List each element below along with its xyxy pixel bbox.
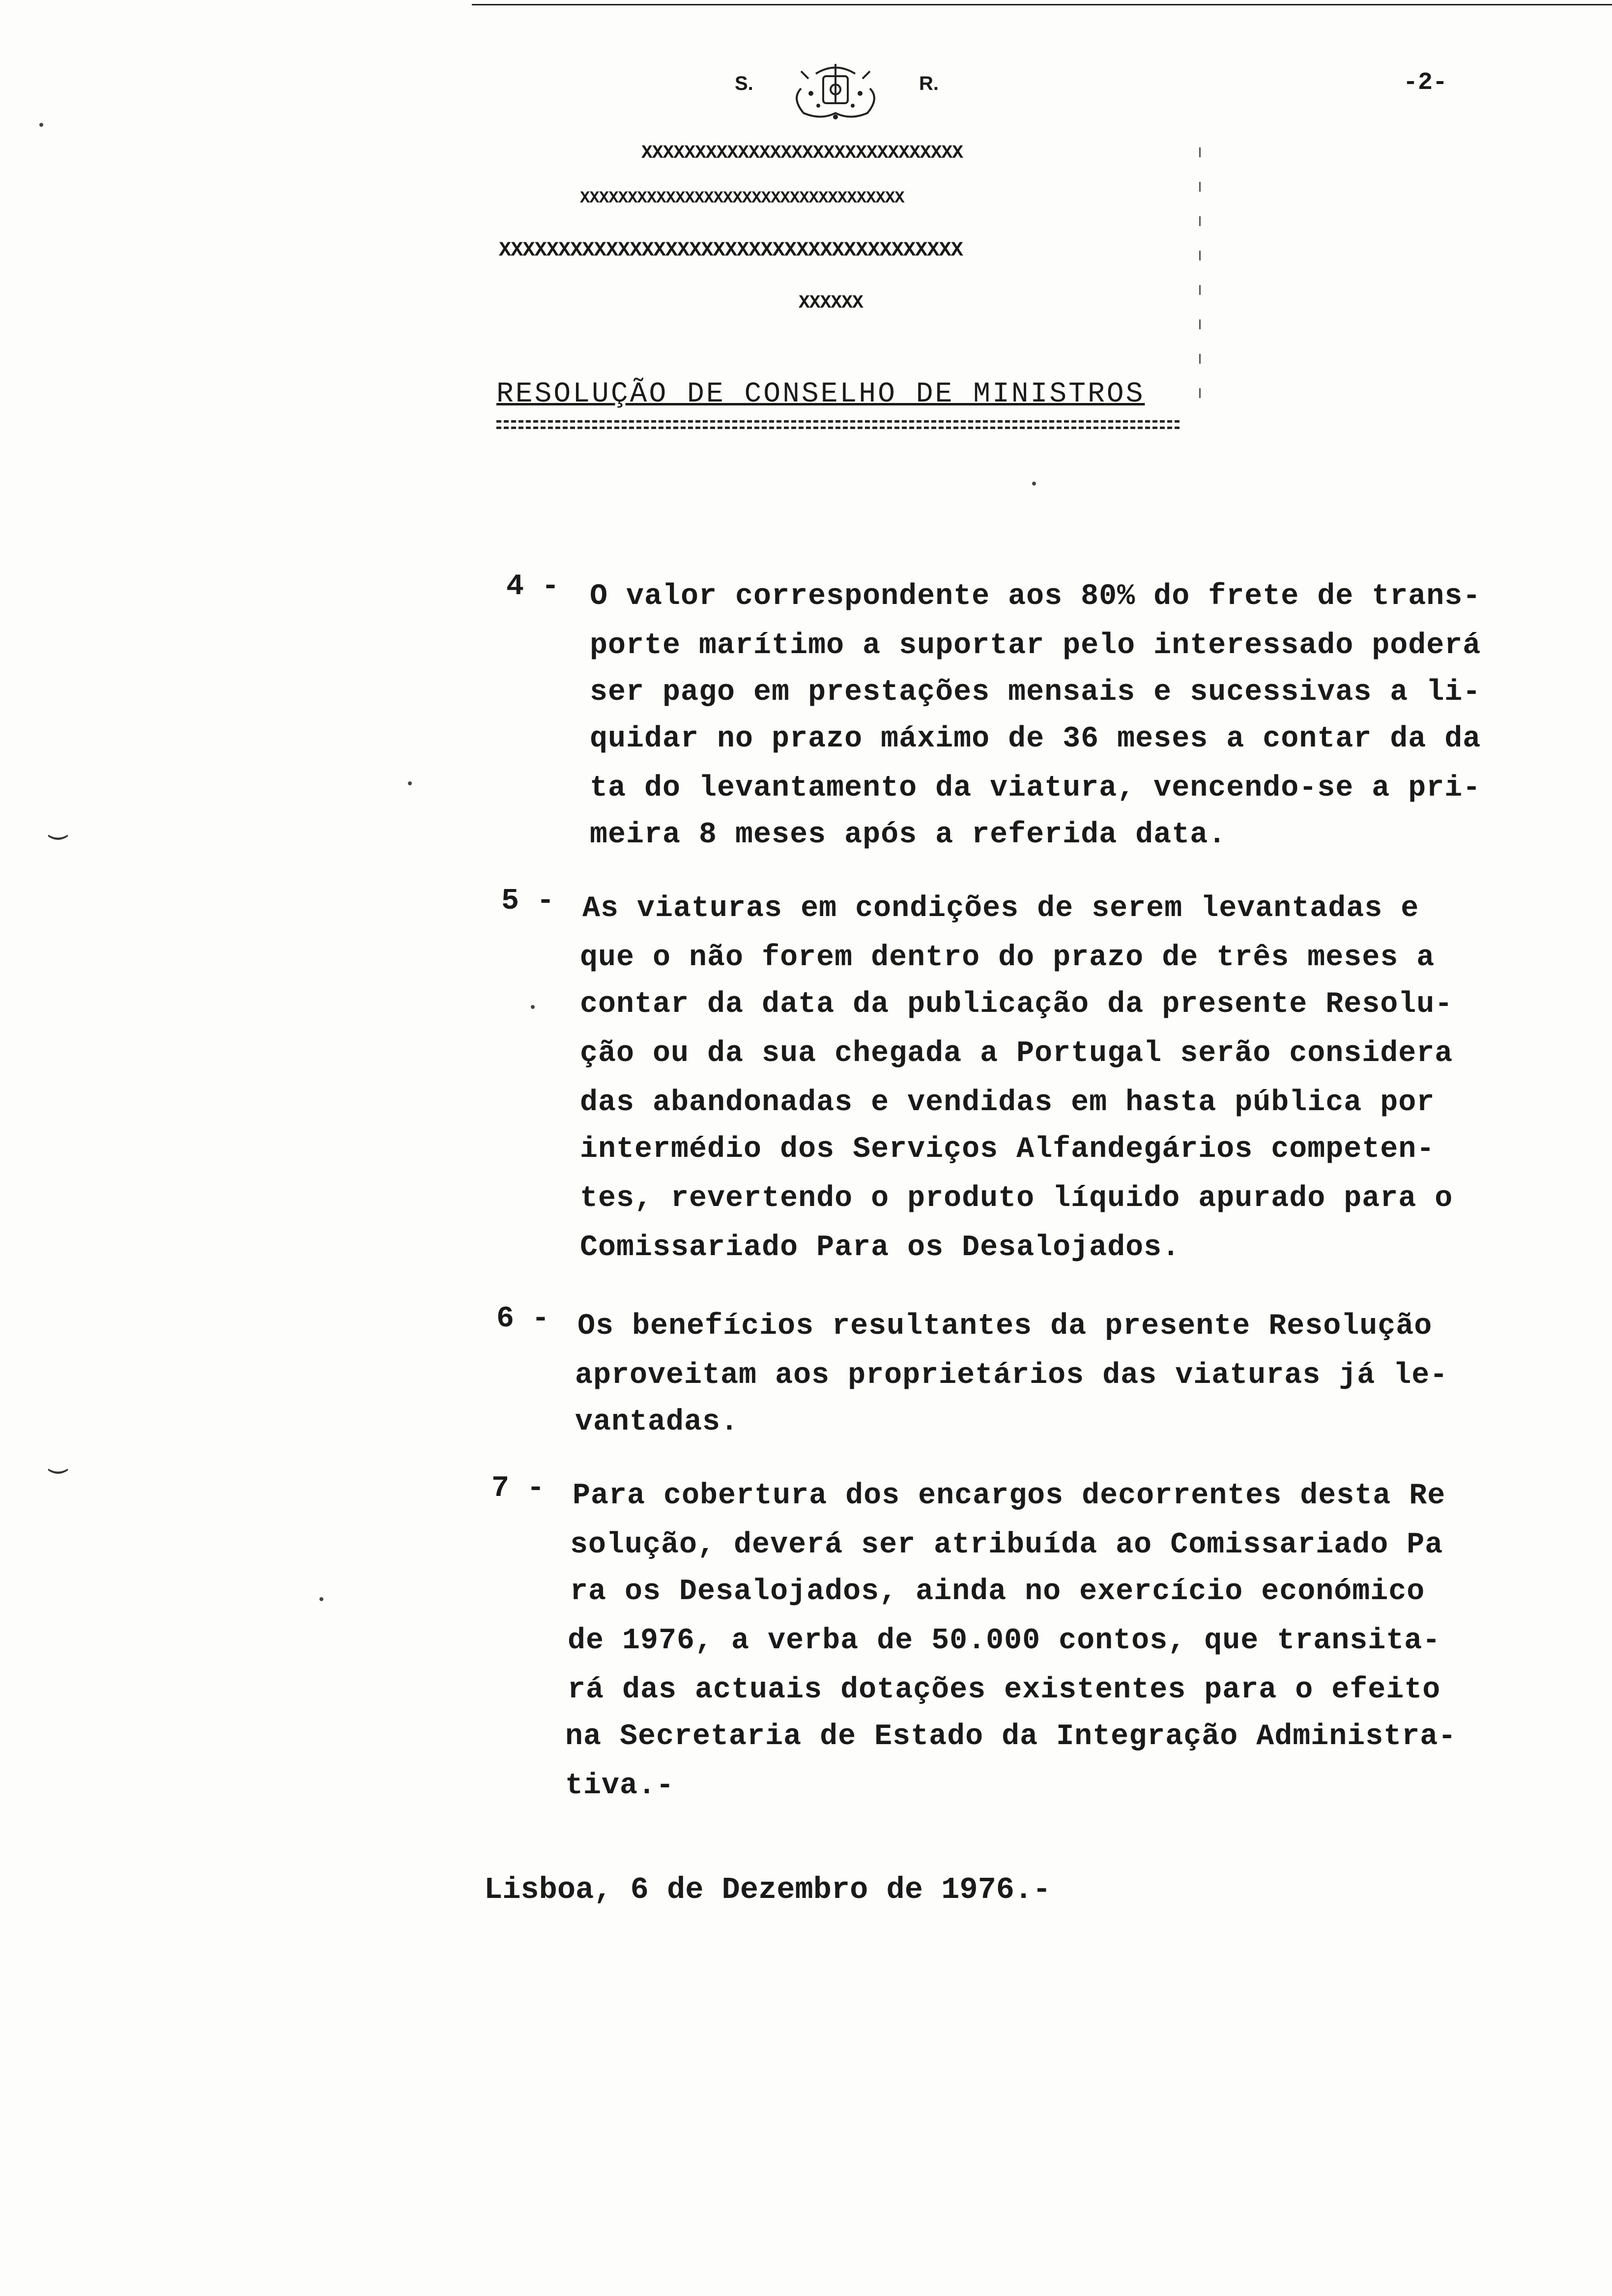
speck	[39, 123, 43, 127]
speck	[1032, 482, 1036, 486]
item-line: aproveitam aos proprietários das viaturas já le-	[575, 1359, 1448, 1392]
item-line: rá das actuais dotações existentes para o efeito	[568, 1673, 1441, 1707]
item-line: ção ou da sua chegada a Portugal serão considera	[580, 1037, 1453, 1070]
struck-out-line: XXXXXXXXXXXXXXXXXXXXXXXXXXXXXX	[641, 143, 963, 164]
item-line: meira 8 meses após a referida data.	[590, 818, 1227, 852]
struck-out-line: XXXXXX	[799, 292, 863, 314]
item-line: O valor correspondente aos 80% do frete de trans-	[590, 580, 1481, 613]
item-line: de 1976, a verba de 50.000 contos, que transita-	[568, 1624, 1441, 1658]
item-line: ta do levantamento da viatura, vencendo-se a pri-	[590, 772, 1481, 805]
item-line: intermédio dos Serviços Alfandegários competen-	[580, 1133, 1435, 1166]
item-line: solução, deverá ser atribuída ao Comissariado Pa	[570, 1528, 1443, 1562]
item-line: Para cobertura dos encargos decorrentes desta Re	[573, 1479, 1446, 1513]
item-number: 5 -	[501, 885, 555, 918]
item-number: 4 -	[506, 570, 560, 603]
page-number: -2-	[1403, 69, 1448, 97]
seal-left-letter: S.	[735, 73, 753, 94]
seal-right-letter: R.	[919, 73, 939, 94]
item-line: que o não forem dentro do prazo de três meses a	[580, 941, 1435, 975]
document-title: RESOLUÇÃO DE CONSELHO DE MINISTROS	[496, 378, 1145, 410]
item-line: na Secretaria de Estado da Integração Administra-	[565, 1720, 1457, 1753]
item-line: tiva.-	[565, 1769, 675, 1803]
struck-out-line: XXXXXXXXXXXXXXXXXXXXXXXXXXXXXXXXXXXXXXX	[499, 238, 963, 262]
speck	[408, 781, 412, 785]
margin-mark	[1199, 147, 1201, 418]
letterhead	[0, 59, 1612, 133]
title-double-rule	[496, 427, 1180, 429]
punch-hole-mark: ‿	[49, 1443, 67, 1476]
item-number: 6 -	[496, 1302, 550, 1336]
speck	[319, 1597, 323, 1601]
item-line: das abandonadas e vendidas em hasta pública por	[580, 1086, 1435, 1119]
speck	[531, 1005, 535, 1009]
coat-of-arms-icon	[781, 59, 890, 123]
item-line: porte marítimo a suportar pelo interessado poderá	[590, 629, 1481, 662]
item-line: Os benefícios resultantes da presente Resolução	[577, 1310, 1433, 1343]
item-line: ser pago em prestações mensais e sucessivas a li-	[590, 676, 1481, 709]
item-line: tes, revertendo o produto líquido apurado para o	[580, 1182, 1453, 1215]
punch-hole-mark: ‿	[49, 809, 67, 842]
item-line: As viaturas em condições de serem levantadas e	[582, 892, 1419, 925]
item-number: 7 -	[491, 1472, 545, 1505]
place-and-date: Lisboa, 6 de Dezembro de 1976.-	[484, 1872, 1051, 1907]
item-line: vantadas.	[575, 1406, 739, 1439]
item-line: Comissariado Para os Desalojados.	[580, 1231, 1180, 1264]
title-double-rule	[496, 420, 1180, 423]
struck-out-line: XXXXXXXXXXXXXXXXXXXXXXXXXXXXXXXXXX	[580, 189, 904, 208]
item-line: contar da data da publicação da presente Resolu-	[580, 988, 1453, 1021]
item-line: ra os Desalojados, ainda no exercício económico	[570, 1575, 1425, 1608]
item-line: quidar no prazo máximo de 36 meses a contar da da	[590, 722, 1481, 756]
top-edge-line	[472, 4, 1612, 5]
